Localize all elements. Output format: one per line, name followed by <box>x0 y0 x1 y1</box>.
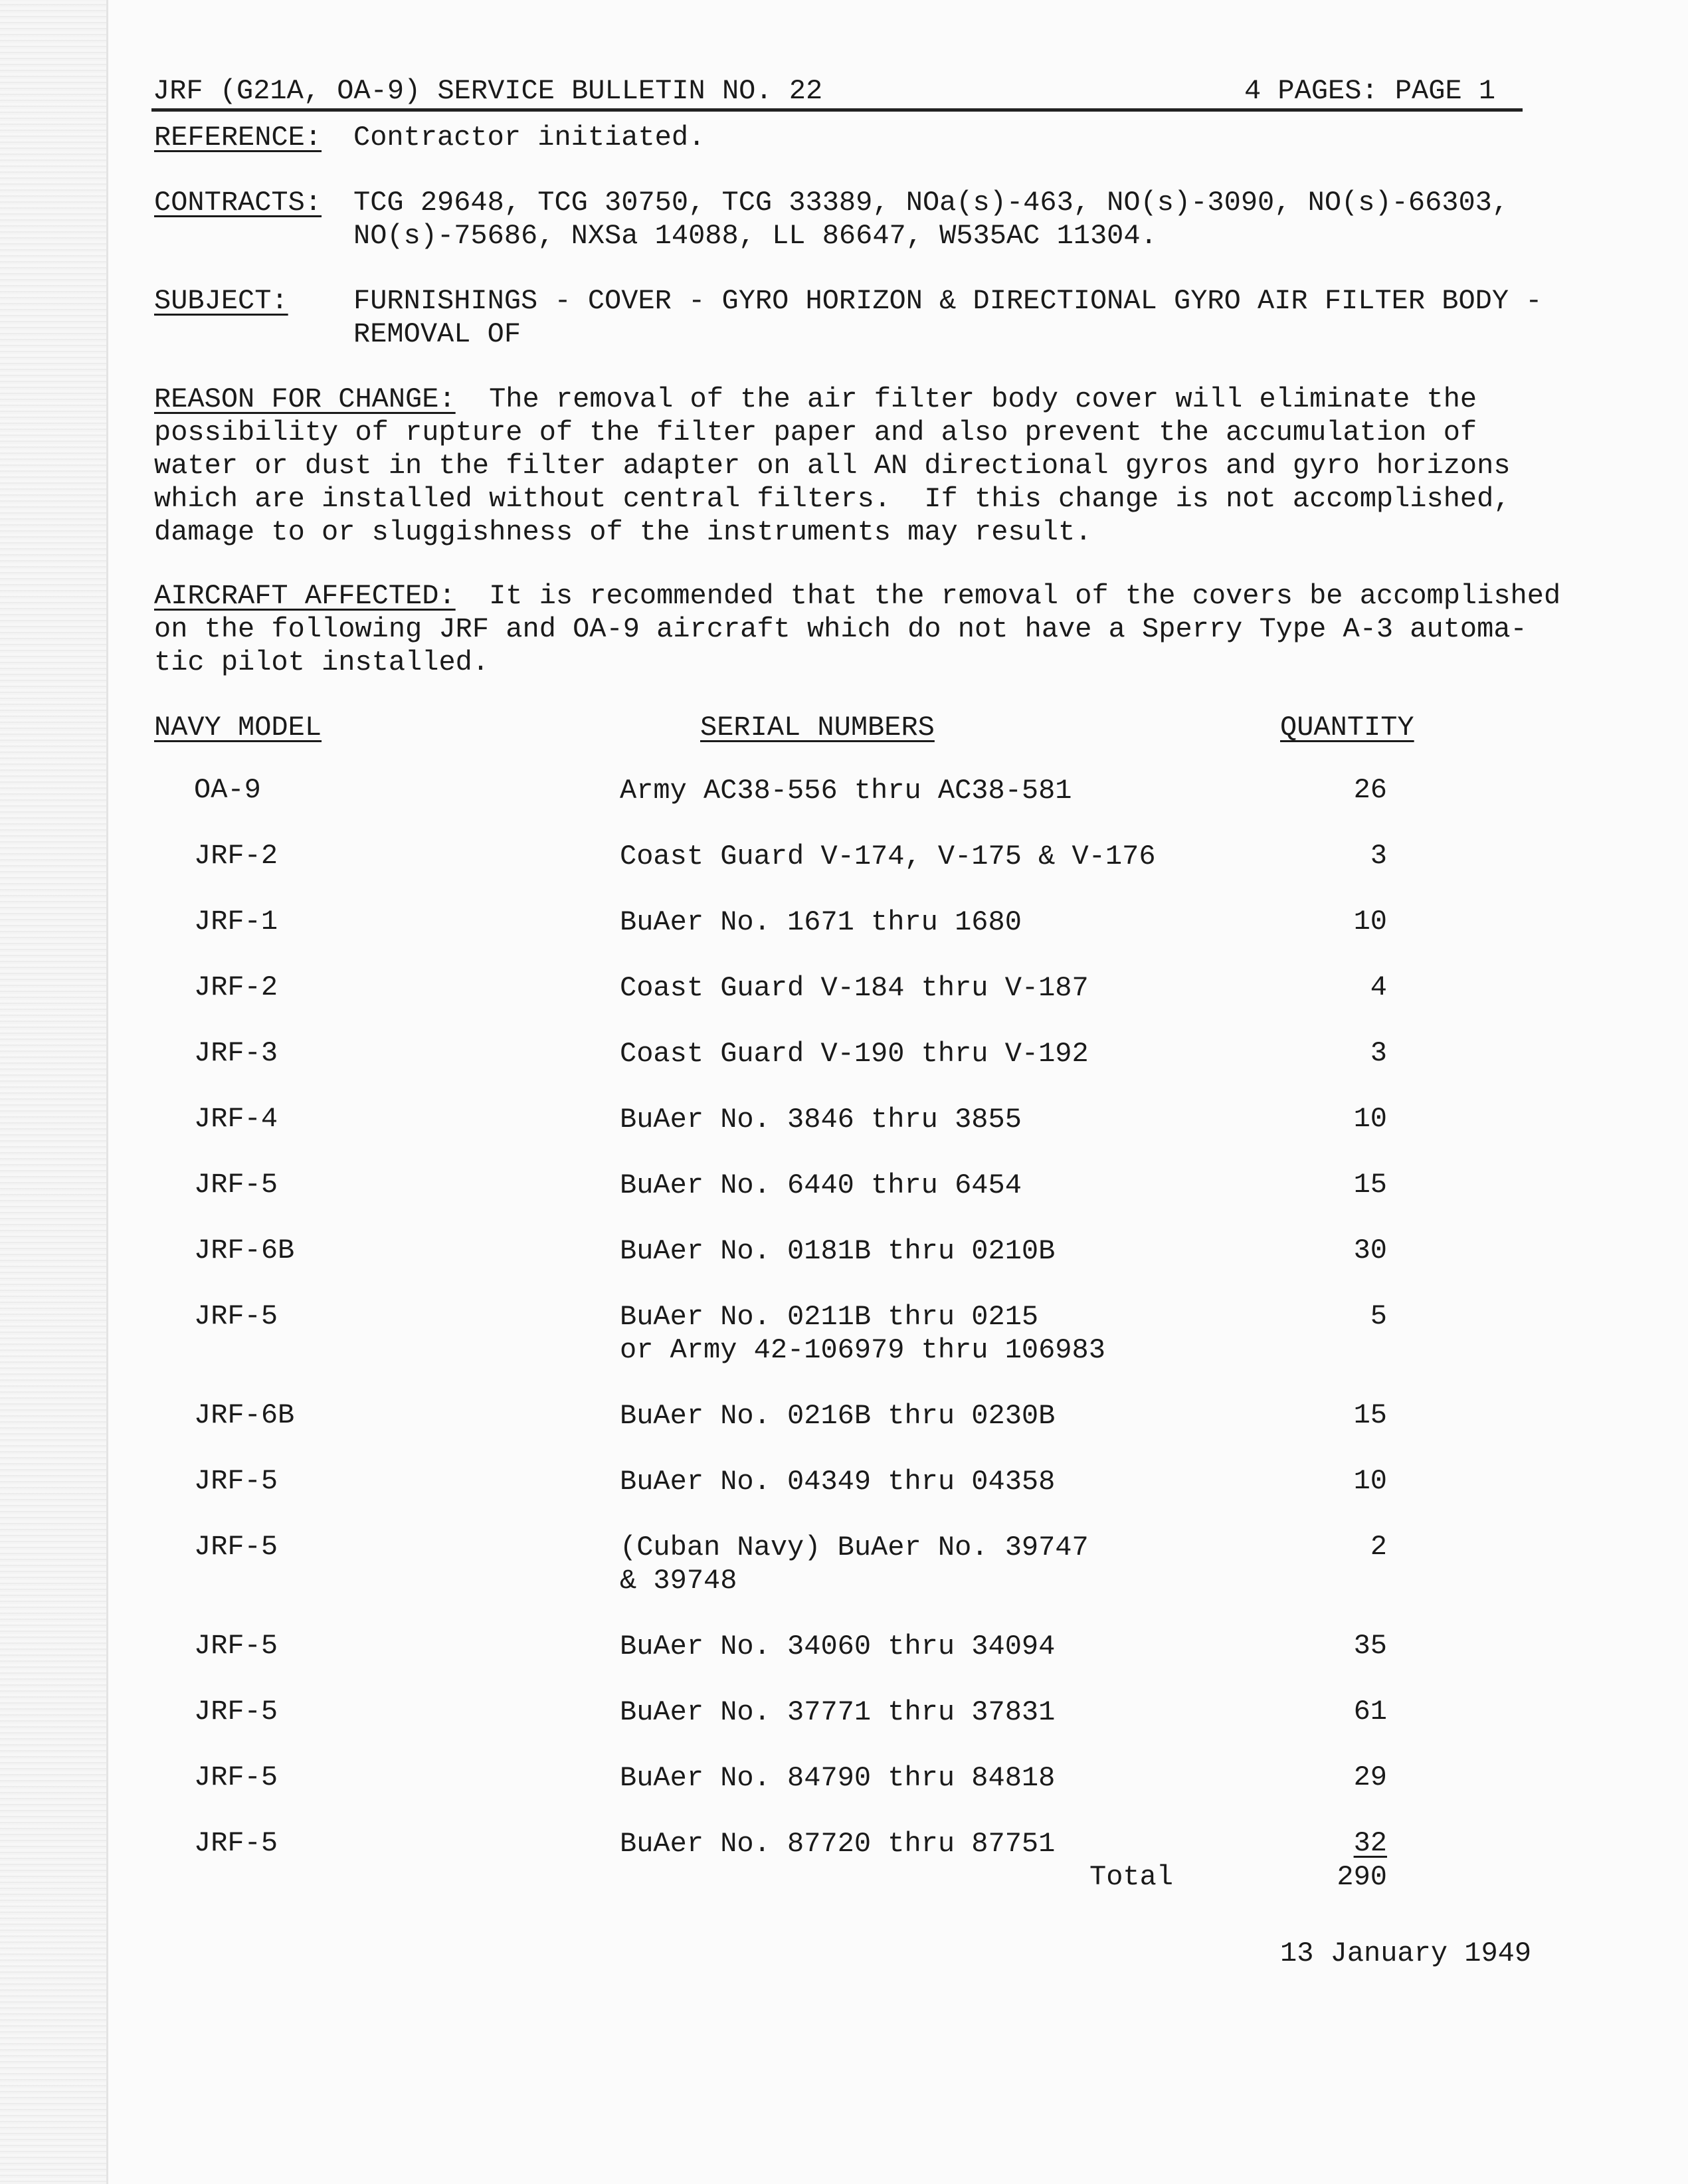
quantity-cell: 10 <box>1353 1465 1387 1497</box>
table-row <box>151 840 1480 906</box>
table-row <box>151 1300 1480 1399</box>
subject-line-1: FURNISHINGS - COVER - GYRO HORIZON & DIRECTIONAL GYRO AIR FILTER BODY - <box>353 285 1543 317</box>
model-cell: JRF-5 <box>194 1465 278 1497</box>
table-row <box>151 1037 1480 1103</box>
reason-line-3: water or dust in the filter adapter on all AN directional gyros and gyro horizons <box>154 450 1511 482</box>
serial-cell: BuAer No. 84790 thru 84818 <box>620 1762 1056 1794</box>
total-label: Total <box>1089 1861 1174 1893</box>
aircraft-line-2: on the following JRF and OA-9 aircraft which do not have a Sperry Type A-3 automa- <box>154 613 1527 645</box>
serial-cell: BuAer No. 0181B thru 0210B <box>620 1235 1056 1267</box>
quantity-cell: 5 <box>1370 1300 1387 1332</box>
serial-cell: Coast Guard V-190 thru V-192 <box>620 1038 1089 1070</box>
table-row <box>151 906 1480 971</box>
serial-cell: BuAer No. 87720 thru 87751 <box>620 1828 1056 1860</box>
reference-text: Contractor initiated. <box>353 122 705 153</box>
table-row <box>151 1761 1480 1827</box>
serial-cell: BuAer No. 34060 thru 34094 <box>620 1631 1056 1662</box>
quantity-cell: 10 <box>1353 906 1387 938</box>
header-serial-numbers: SERIAL NUMBERS <box>700 712 935 744</box>
subject-label: SUBJECT: <box>154 285 288 317</box>
aircraft-paragraph <box>154 579 1560 679</box>
header-rule <box>151 108 1523 112</box>
quantity-cell: 30 <box>1353 1235 1387 1266</box>
model-cell: JRF-5 <box>194 1761 278 1793</box>
table-row <box>151 1465 1480 1531</box>
reason-line-1: The removal of the air filter body cover will eliminate the <box>455 383 1477 415</box>
serial-cell: BuAer No. 1671 thru 1680 <box>620 906 1022 938</box>
page-count: 4 PAGES: PAGE 1 <box>1244 75 1496 107</box>
table-row <box>151 1103 1480 1169</box>
quantity-cell: 26 <box>1353 774 1387 806</box>
quantity-cell: 32 <box>1353 1827 1387 1859</box>
total-quantity: 290 <box>1337 1861 1387 1893</box>
table-row <box>151 774 1480 840</box>
table-row <box>151 1827 1480 1893</box>
table-row <box>151 1696 1480 1761</box>
model-cell: JRF-5 <box>194 1531 278 1563</box>
serial-cell: BuAer No. 04349 thru 04358 <box>620 1466 1056 1498</box>
scan-edge <box>106 0 108 2184</box>
reference-label: REFERENCE: <box>154 122 322 153</box>
contracts-line-2: NO(s)-75686, NXSa 14088, LL 86647, W535AC 11304. <box>353 220 1157 252</box>
serial-cell: Army AC38-556 thru AC38-581 <box>620 775 1072 807</box>
model-cell: JRF-4 <box>194 1103 278 1135</box>
quantity-cell: 35 <box>1353 1630 1387 1662</box>
quantity-cell: 15 <box>1353 1169 1387 1201</box>
model-cell: JRF-6B <box>194 1235 295 1266</box>
reason-line-5: damage to or sluggishness of the instruments may result. <box>154 516 1092 548</box>
table-row <box>151 1235 1480 1300</box>
serial-cell: BuAer No. 0211B thru 0215 or Army 42-106979 thru 106983 <box>620 1301 1105 1366</box>
model-cell: JRF-1 <box>194 906 278 938</box>
model-cell: JRF-2 <box>194 971 278 1003</box>
quantity-cell: 61 <box>1353 1696 1387 1728</box>
serial-cell: (Cuban Navy) BuAer No. 39747 & 39748 <box>620 1532 1089 1597</box>
contracts-label: CONTRACTS: <box>154 187 322 219</box>
reason-paragraph <box>154 383 1511 549</box>
model-cell: JRF-5 <box>194 1696 278 1728</box>
model-cell: JRF-2 <box>194 840 278 872</box>
model-cell: JRF-5 <box>194 1827 278 1859</box>
quantity-cell: 15 <box>1353 1399 1387 1431</box>
model-cell: JRF-3 <box>194 1037 278 1069</box>
model-cell: JRF-5 <box>194 1300 278 1332</box>
reason-line-2: possibility of rupture of the filter paper and also prevent the accumulation of <box>154 417 1477 448</box>
serial-cell: Coast Guard V-174, V-175 & V-176 <box>620 841 1156 872</box>
serial-cell: BuAer No. 6440 thru 6454 <box>620 1169 1022 1201</box>
contracts-line-1: TCG 29648, TCG 30750, TCG 33389, NOa(s)-463, NO(s)-3090, NO(s)-66303, <box>353 187 1509 219</box>
bulletin-title: JRF (G21A, OA-9) SERVICE BULLETIN NO. 22 <box>153 75 823 107</box>
table-row <box>151 1399 1480 1465</box>
aircraft-label: AIRCRAFT AFFECTED: <box>154 580 456 612</box>
bulletin-date: 13 January 1949 <box>1280 1937 1532 1969</box>
serial-cell: BuAer No. 3846 thru 3855 <box>620 1104 1022 1136</box>
model-cell: JRF-5 <box>194 1169 278 1201</box>
serial-cell: BuAer No. 0216B thru 0230B <box>620 1400 1056 1432</box>
table-row <box>151 971 1480 1037</box>
reason-label: REASON FOR CHANGE: <box>154 383 456 415</box>
table-row <box>151 1169 1480 1235</box>
quantity-cell: 3 <box>1370 1037 1387 1069</box>
reason-line-4: which are installed without central filters. If this change is not accomplished, <box>154 483 1511 515</box>
aircraft-table <box>151 774 1480 1893</box>
header-quantity: QUANTITY <box>1280 712 1414 744</box>
serial-cell: BuAer No. 37771 thru 37831 <box>620 1696 1056 1728</box>
model-cell: OA-9 <box>194 774 261 806</box>
table-row <box>151 1531 1480 1630</box>
scan-margin <box>0 0 106 2184</box>
model-cell: JRF-5 <box>194 1630 278 1662</box>
aircraft-line-3: tic pilot installed. <box>154 646 490 678</box>
quantity-cell: 2 <box>1370 1531 1387 1563</box>
quantity-cell: 10 <box>1353 1103 1387 1135</box>
serial-cell: Coast Guard V-184 thru V-187 <box>620 972 1089 1004</box>
quantity-cell: 4 <box>1370 971 1387 1003</box>
subject-line-2: REMOVAL OF <box>353 318 521 350</box>
quantity-cell: 3 <box>1370 840 1387 872</box>
aircraft-line-1: It is recommended that the removal of the covers be accomplished <box>455 580 1561 612</box>
model-cell: JRF-6B <box>194 1399 295 1431</box>
header-navy-model: NAVY MODEL <box>154 712 322 744</box>
quantity-cell: 29 <box>1353 1761 1387 1793</box>
table-row <box>151 1630 1480 1696</box>
